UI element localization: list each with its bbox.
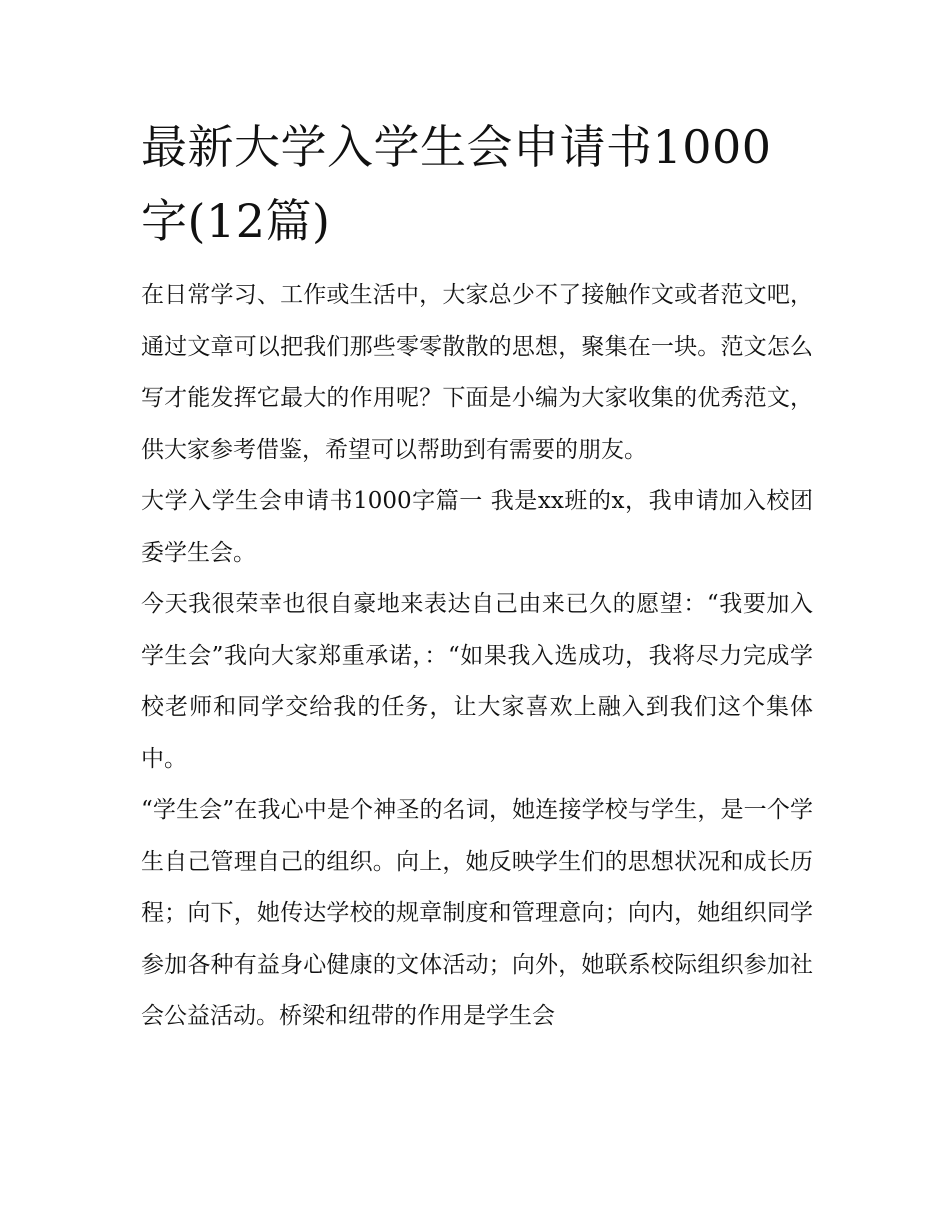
- document-title: 最新大学入学生会申请书1000字(12篇): [141, 120, 772, 248]
- paragraph-intro: 在日常学习、工作或生活中，大家总少不了接触作文或者范文吧，通过文章可以把我们那些零零散散的思想，聚集在一块。范文怎么写才能发挥它最大的作用呢？下面是小编为大家收集的优秀范文，供大家参考借鉴，希望可以帮助到有需要的朋友。: [141, 282, 813, 463]
- paragraph-student-union: “学生会”在我心中是个神圣的名词，她连接学校与学生，是一个学生自己管理自己的组织。向上，她反映学生们的思想状况和成长历程；向下，她传达学校的规章制度和管理意向；向内，她组织同学参加各种有益身心健康的文体活动；向外，她联系校际组织参加社会公益活动。桥梁和纽带的作用是学生会: [141, 797, 813, 1029]
- paragraph-section-one-opening: 大学入学生会申请书1000字篇一 我是xx班的x，我申请加入校团委学生会。: [141, 488, 813, 566]
- document-body: [141, 270, 813, 1043]
- document-page: [141, 110, 813, 1043]
- paragraph-wish: 今天我很荣幸也很自豪地来表达自己由来已久的愿望：“我要加入学生会”我向大家郑重承诺，：“如果我入选成功，我将尽力完成学校老师和同学交给我的任务，让大家喜欢上融入到我们这个集体中。: [141, 591, 813, 772]
